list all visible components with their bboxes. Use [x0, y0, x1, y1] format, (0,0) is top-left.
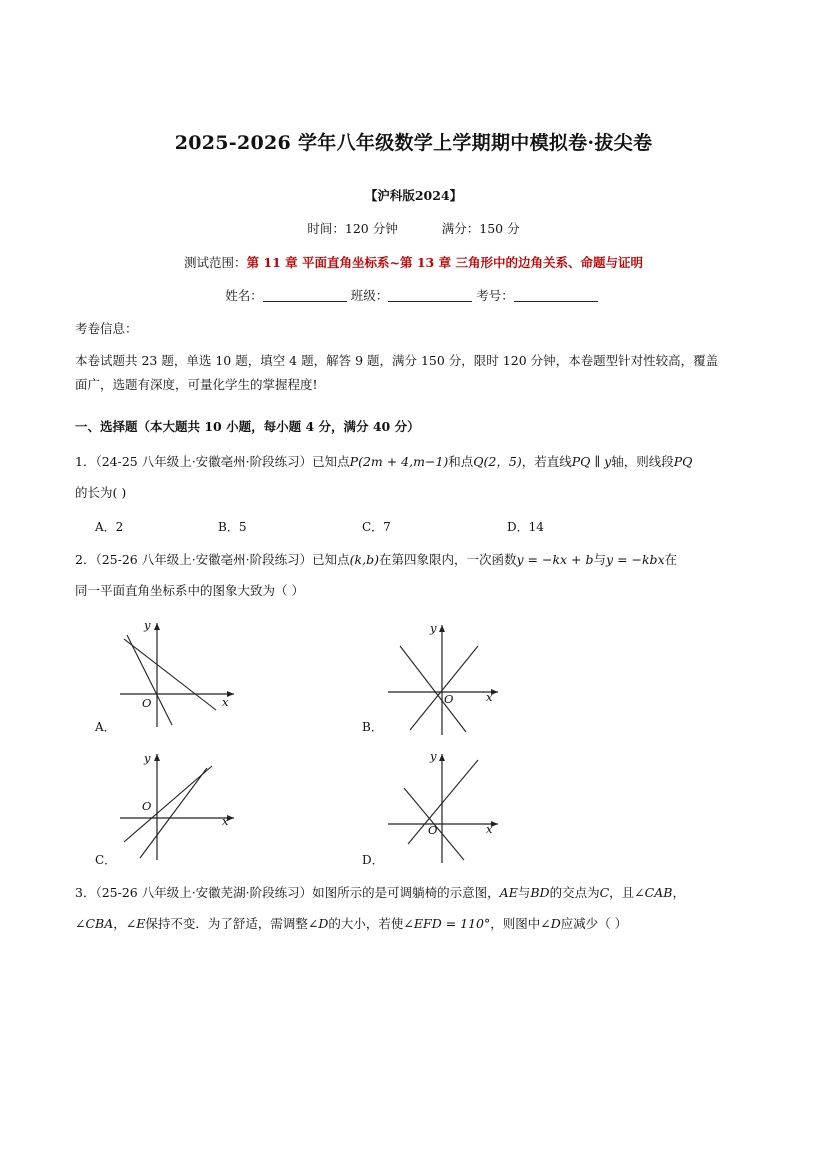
- q1-mid: 和点: [448, 454, 474, 469]
- info-heading: 考卷信息：: [75, 321, 138, 336]
- score-text: 满分：150 分: [441, 221, 520, 236]
- graph-d-x-label: x: [486, 822, 493, 836]
- q1-mid2: ，若直线: [521, 454, 572, 469]
- q1-prefix: 1．（24-25 八年级上·安徽亳州·阶段练习）已知点: [75, 454, 350, 469]
- name-blank[interactable]: [263, 289, 347, 302]
- question-3-line-1: [75, 882, 755, 904]
- time-score-line: [0, 219, 827, 237]
- graph-d-line-2: [408, 760, 478, 844]
- graph-b-svg: [380, 620, 510, 740]
- q2-graph-c[interactable]: [112, 748, 242, 868]
- q1-tail: 轴，则线段: [611, 454, 674, 469]
- q3-comma: ，: [672, 885, 685, 900]
- graph-a-svg: [112, 615, 242, 735]
- graph-b-line-1: [400, 646, 466, 732]
- q3-mid: 与: [517, 885, 531, 900]
- q1-option-b[interactable]: B．5: [218, 520, 247, 534]
- q3-angle-cba: ∠CBA: [75, 916, 114, 931]
- q2-option-c[interactable]: C．: [95, 853, 117, 867]
- graph-a-line-2: [127, 635, 172, 725]
- q1-segment-pq: PQ: [673, 454, 693, 469]
- q2-option-b[interactable]: B．: [362, 720, 383, 734]
- time-text: 时间：120 分钟: [307, 221, 398, 236]
- graph-a-x-label: x: [222, 695, 229, 709]
- section-1-heading: 一、选择题（本大题共 10 小题，每小题 4 分，满分 40 分）: [75, 419, 420, 434]
- graph-a-y-label: y: [144, 618, 151, 632]
- q1-option-a[interactable]: A．2: [95, 520, 124, 534]
- graph-c-line-1: [124, 766, 212, 842]
- question-2-line-1: [75, 549, 755, 571]
- q3-angle-cab: ∠CAB: [634, 885, 673, 900]
- q1-point-p: P(2m + 4,m−1): [349, 454, 449, 469]
- q1-option-c[interactable]: C．7: [362, 520, 391, 534]
- graph-d-y-label: y: [430, 749, 437, 763]
- name-label: 姓名：: [225, 288, 263, 303]
- q1-parallel: ∥: [590, 454, 605, 469]
- q1-point-q: Q(2，5): [473, 454, 522, 469]
- q1-line-pq: PQ: [571, 454, 591, 469]
- q3-prefix: 3．（25-26 八年级上·安徽芜湖·阶段练习）如图所示的是可调躺椅的示意图，: [75, 885, 500, 900]
- q3-tail-2: 应减少（ ）: [560, 916, 628, 931]
- q3-angle-d-2: ∠D: [540, 916, 561, 931]
- exam-no-label: 考号：: [476, 288, 514, 303]
- graph-b-x-label: x: [486, 690, 493, 704]
- graph-a-line-1: [124, 639, 216, 710]
- edition-label: 【沪科版2024】: [364, 188, 463, 203]
- scope-value: 第 11 章 平面直角坐标系~第 13 章 三角形中的边角关系、命题与证明: [246, 255, 643, 270]
- q2-mid2: 与: [593, 552, 607, 567]
- q2-mid: 在第四象限内，一次函数: [378, 552, 517, 567]
- q3-text-2: 的大小，若使: [328, 916, 404, 931]
- graph-c-x-label: x: [222, 814, 229, 828]
- q3-text-1: 保持不变．为了舒适，需调整: [145, 916, 308, 931]
- graph-b-line-2: [410, 646, 478, 730]
- q3-c: C: [599, 885, 610, 900]
- question-1-line-2: 的长为( ): [75, 485, 127, 500]
- page-title: 2025-2026 学年八年级数学上学期期中模拟卷·拔尖卷: [174, 132, 653, 154]
- q3-angle-e: ∠E: [125, 916, 146, 931]
- question-1-line-1: [75, 451, 755, 473]
- graph-c-svg: [112, 748, 242, 868]
- q3-mid2: 的交点为: [549, 885, 600, 900]
- q3-text-3: ，则图中: [490, 916, 541, 931]
- q2-option-d[interactable]: D．: [362, 853, 384, 867]
- info-line-1: 本卷试题共 23 题，单选 10 题，填空 4 题，解答 9 题，满分 150 分，限时 120 分钟，本卷题型针对性较高，覆盖: [75, 353, 719, 368]
- q2-function-2: y = −kbx: [606, 552, 665, 567]
- graph-c-line-2: [140, 768, 207, 858]
- q3-tail: ，且: [609, 885, 635, 900]
- q2-point-kb: (k,b): [349, 552, 379, 567]
- q2-tail: 在: [664, 552, 678, 567]
- info-line-2: 面广，选题有深度，可量化学生的掌握程度!: [75, 377, 318, 392]
- question-3-line-2: [75, 913, 755, 935]
- q3-comma-2: ，: [113, 916, 126, 931]
- q2-graph-b[interactable]: [380, 620, 510, 740]
- scope-label: 测试范围：: [184, 255, 247, 270]
- graph-d-origin-label: O: [428, 823, 438, 837]
- q3-angle-efd: ∠EFD = 110°: [403, 916, 491, 931]
- class-blank[interactable]: [388, 289, 472, 302]
- q2-option-a[interactable]: A．: [95, 720, 116, 734]
- q3-angle-d: ∠D: [307, 916, 329, 931]
- graph-c-origin-label: O: [142, 799, 152, 813]
- exam-no-blank[interactable]: [514, 289, 598, 302]
- graph-c-y-label: y: [144, 751, 151, 765]
- q1-y-axis: y: [604, 454, 612, 469]
- q3-ae: AE: [499, 885, 518, 900]
- q3-bd: BD: [530, 885, 550, 900]
- q2-graph-a[interactable]: [112, 615, 242, 735]
- graph-b-y-label: y: [430, 621, 437, 635]
- question-2-line-2: 同一平面直角坐标系中的图象大致为（ ）: [75, 583, 304, 598]
- graph-b-origin-label: O: [444, 692, 454, 706]
- student-info-line: [0, 286, 827, 304]
- q1-option-d[interactable]: D．14: [507, 520, 544, 534]
- q2-function-1: y = −kx + b: [516, 552, 594, 567]
- graph-d-svg: [380, 748, 510, 868]
- q2-prefix: 2．（25-26 八年级上·安徽亳州·阶段练习）已知点: [75, 552, 350, 567]
- graph-a-origin-label: O: [142, 696, 152, 710]
- test-scope: [0, 253, 827, 271]
- q2-graph-d[interactable]: [380, 748, 510, 868]
- class-label: 班级：: [350, 288, 389, 303]
